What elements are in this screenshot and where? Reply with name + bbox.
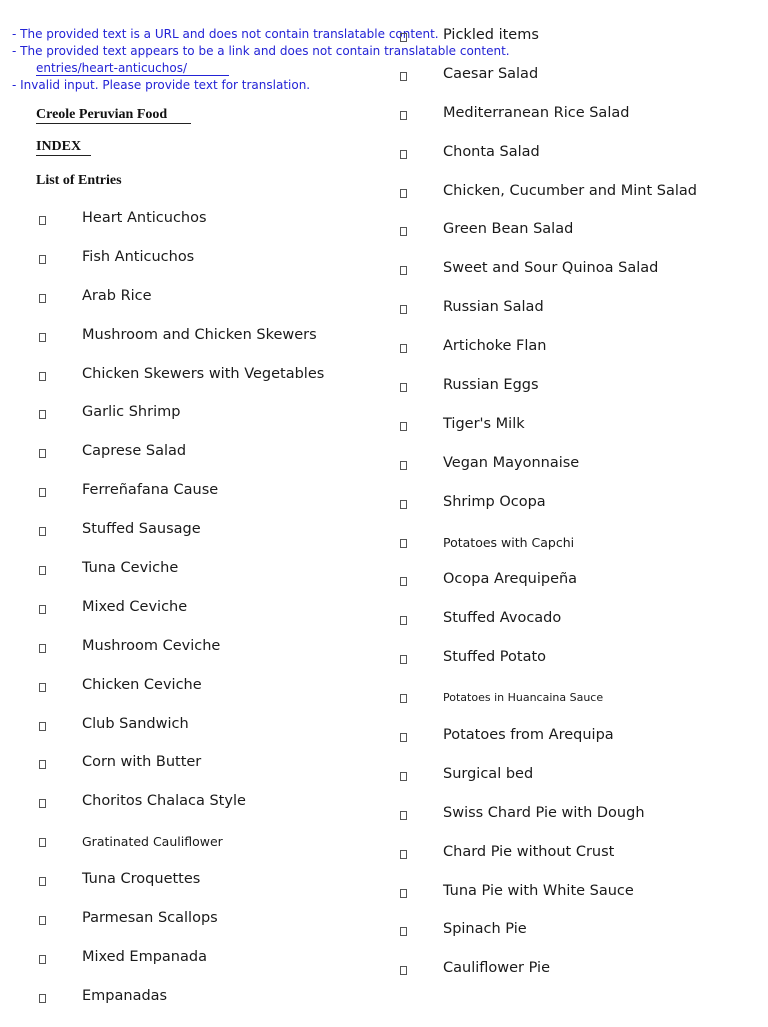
entry-label: Vegan Mayonnaise — [443, 454, 580, 471]
checkbox-icon — [39, 644, 46, 653]
entry-label: Tiger's Milk — [443, 415, 525, 432]
entry-label: Chard Pie without Crust — [443, 843, 615, 860]
checkbox-icon — [39, 838, 46, 847]
checkbox-icon — [400, 72, 407, 81]
entry-label: Caprese Salad — [82, 443, 187, 460]
checkbox-icon — [400, 927, 407, 936]
entry-label: Choritos Chalaca Style — [82, 793, 246, 810]
entry-label: Ferreñafana Cause — [82, 482, 219, 499]
checkbox-icon — [400, 150, 407, 159]
entry-label: Fish Anticuchos — [82, 248, 195, 265]
checkbox-icon — [400, 33, 407, 42]
checkbox-icon — [400, 811, 407, 820]
checkbox-icon — [39, 916, 46, 925]
entry-label: Sweet and Sour Quinoa Salad — [443, 260, 659, 277]
entry-label: Club Sandwich — [82, 715, 189, 732]
entry-label: Gratinated Cauliflower — [82, 834, 223, 850]
checkbox-icon — [400, 850, 407, 859]
checkbox-icon — [400, 383, 407, 392]
checkbox-icon — [400, 227, 407, 236]
translation-note: - The provided text appears to be a link and does not contain translatable content. — [12, 44, 510, 58]
entry-label: Heart Anticuchos — [82, 210, 207, 226]
checkbox-icon — [39, 449, 46, 458]
checkbox-icon — [39, 722, 46, 731]
translation-notes — [12, 26, 510, 94]
entry-label: Empanadas — [82, 987, 168, 1004]
entry-label: Tuna Pie with White Sauce — [443, 882, 634, 899]
entry-label: Caesar Salad — [443, 65, 539, 82]
entry-label: Chicken Skewers with Vegetables — [82, 365, 325, 382]
checkbox-icon — [39, 605, 46, 614]
checkbox-icon — [400, 539, 407, 548]
entry-label: Corn with Butter — [82, 754, 202, 771]
entry-label: Mediterranean Rice Salad — [443, 104, 630, 121]
entry-label: Artichoke Flan — [443, 338, 547, 355]
entry-label: Garlic Shrimp — [82, 404, 181, 421]
checkbox-icon — [39, 877, 46, 886]
checkbox-icon — [400, 111, 407, 120]
checkbox-icon — [39, 527, 46, 536]
checkbox-icon — [400, 772, 407, 781]
checkbox-icon — [400, 889, 407, 898]
list-heading: List of Entries — [36, 173, 122, 188]
checkbox-icon — [39, 994, 46, 1003]
entry-label: Swiss Chard Pie with Dough — [443, 804, 645, 821]
translation-note: - Invalid input. Please provide text for translation. — [12, 78, 311, 92]
checkbox-icon — [39, 488, 46, 497]
entry-label: Spinach Pie — [443, 921, 527, 938]
entry-label: Russian Salad — [443, 299, 544, 316]
entry-label: Chicken Ceviche — [82, 676, 202, 693]
entry-label: Mushroom Ceviche — [82, 637, 221, 654]
entry-label: Ocopa Arequipeña — [443, 571, 578, 588]
checkbox-icon — [39, 760, 46, 769]
entry-label: Potatoes from Arequipa — [443, 727, 614, 744]
checkbox-icon — [400, 461, 407, 470]
entry-label: Potatoes in Huancaina Sauce — [443, 691, 604, 705]
checkbox-icon — [400, 266, 407, 275]
entry-label: Potatoes with Capchi — [443, 534, 575, 550]
checkbox-icon — [39, 255, 46, 264]
checkbox-icon — [400, 305, 407, 314]
checkbox-icon — [400, 694, 407, 703]
checkbox-icon — [400, 616, 407, 625]
checkbox-icon — [39, 410, 46, 419]
entry-label: Shrimp Ocopa — [443, 493, 546, 510]
checkbox-icon — [39, 216, 46, 225]
entry-label: Mixed Empanada — [82, 948, 207, 965]
checkbox-icon — [39, 566, 46, 575]
entry-label: Parmesan Scallops — [82, 910, 218, 927]
translation-note: - The provided text is a URL and does not contain translatable content. — [12, 27, 439, 41]
entry-label: Stuffed Sausage — [82, 521, 201, 538]
entry-label: Russian Eggs — [443, 377, 539, 394]
document-title: Creole Peruvian Food — [36, 107, 191, 124]
checkbox-icon — [39, 683, 46, 692]
checkbox-icon — [400, 577, 407, 586]
checkbox-icon — [400, 733, 407, 742]
checkbox-icon — [39, 333, 46, 342]
entry-label: Arab Rice — [82, 287, 152, 304]
checkbox-icon — [400, 966, 407, 975]
checkbox-icon — [39, 799, 46, 808]
index-heading: INDEX — [36, 139, 91, 156]
entry-label: Tuna Croquettes — [82, 871, 201, 888]
entry-label: Stuffed Avocado — [443, 610, 562, 627]
entry-label: Green Bean Salad — [443, 221, 574, 238]
entry-label: Chonta Salad — [443, 143, 540, 160]
entry-label: Mixed Ceviche — [82, 598, 188, 615]
checkbox-icon — [400, 500, 407, 509]
entry-label: Mushroom and Chicken Skewers — [82, 326, 317, 343]
entry-label: Chicken, Cucumber and Mint Salad — [443, 182, 697, 199]
entry-label: Surgical bed — [443, 765, 534, 782]
checkbox-icon — [39, 294, 46, 303]
entry-label: Pickled items — [443, 27, 539, 43]
entry-link[interactable]: entries/heart-anticuchos/ — [36, 61, 229, 76]
checkbox-icon — [400, 344, 407, 353]
checkbox-icon — [400, 422, 407, 431]
checkbox-icon — [400, 655, 407, 664]
checkbox-icon — [39, 955, 46, 964]
checkbox-icon — [39, 372, 46, 381]
entry-label: Stuffed Potato — [443, 649, 547, 666]
checkbox-icon — [400, 189, 407, 198]
entry-label: Tuna Ceviche — [82, 560, 179, 577]
entry-label: Cauliflower Pie — [443, 960, 550, 977]
